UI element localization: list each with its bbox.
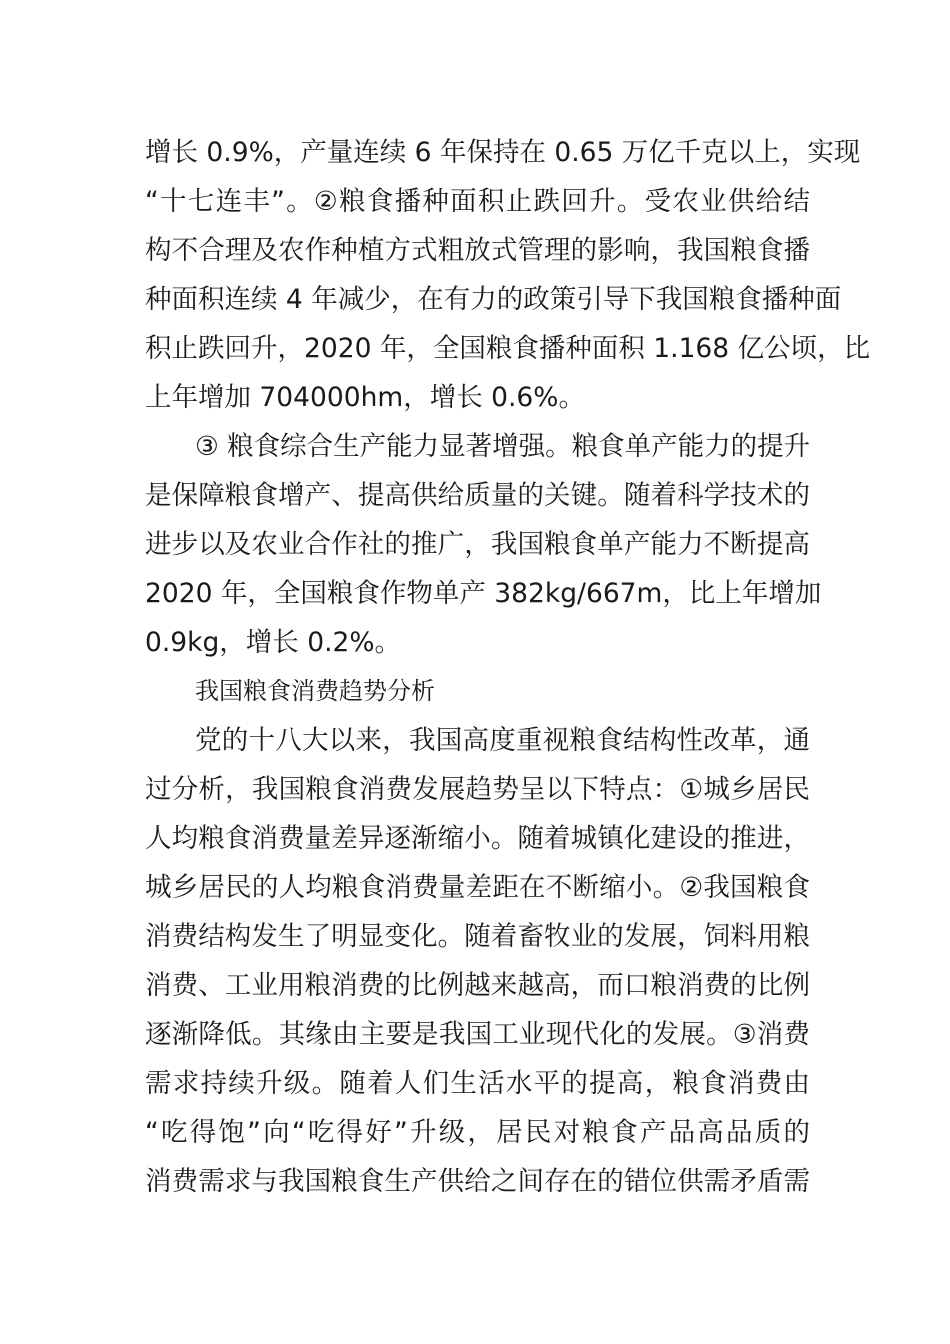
text-line: 逐渐降低。其缘由主要是我国工业现代化的发展。③消费: [145, 1019, 810, 1050]
text-line: 过分析，我国粮食消费发展趋势呈以下特点：①城乡居民: [145, 774, 810, 805]
text-line: 0.9kg，增长 0.2%。: [145, 627, 402, 658]
text-line: 消费、工业用粮消费的比例越来越高，而口粮消费的比例: [145, 970, 810, 1001]
text-line: 是保障粮食增产、提高供给质量的关键。随着科学技术的: [145, 480, 810, 511]
text-line: 消费需求与我国粮食生产供给之间存在的错位供需矛盾需: [145, 1166, 810, 1197]
text-line: 增长 0.9%，产量连续 6 年保持在 0.65 万亿千克以上，实现: [145, 137, 861, 168]
text-line: 上年增加 704000hm，增长 0.6%。: [145, 382, 585, 413]
text-line: 种面积连续 4 年减少，在有力的政策引导下我国粮食播种面: [145, 284, 842, 315]
text-line: 党的十八大以来，我国高度重视粮食结构性改革，通: [195, 725, 810, 756]
text-line: “十七连丰”。②粮食播种面积止跌回升。受农业供给结: [145, 186, 810, 217]
text-line: 城乡居民的人均粮食消费量差距在不断缩小。②我国粮食: [145, 872, 810, 903]
section-heading: 我国粮食消费趋势分析: [195, 677, 435, 705]
text-line: ③ 粮食综合生产能力显著增强。粮食单产能力的提升: [195, 431, 811, 462]
text-line: 消费结构发生了明显变化。随着畜牧业的发展，饲料用粮: [145, 921, 810, 952]
text-line: 2020 年，全国粮食作物单产 382kg/667m，比上年增加: [145, 578, 822, 609]
text-line: 需求持续升级。随着人们生活水平的提高，粮食消费由: [145, 1068, 810, 1099]
text-line: 人均粮食消费量差异逐渐缩小。随着城镇化建设的推进，: [145, 823, 810, 854]
text-line: “吃得饱”向“吃得好”升级，居民对粮食产品高品质的: [145, 1117, 810, 1148]
text-line: 构不合理及农作种植方式粗放式管理的影响，我国粮食播: [145, 235, 810, 266]
text-line: 进步以及农业合作社的推广，我国粮食单产能力不断提高: [145, 529, 810, 560]
body-text: [145, 128, 871, 1206]
text-line: 积止跌回升，2020 年，全国粮食播种面积 1.168 亿公顷，比: [145, 333, 871, 364]
